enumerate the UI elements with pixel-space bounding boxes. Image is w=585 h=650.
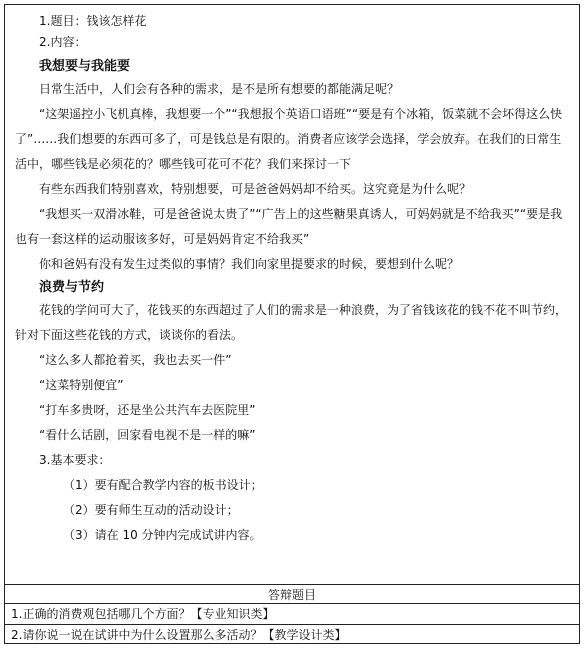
quote-line: “这菜特别便宜” [39,378,124,392]
quote-line: “这么多人都抢着买，我也去买一件” [39,353,232,367]
qa-section-title: 答辩题目 [5,584,579,604]
quote-line: “看什么话剧，回家看电视不是一样的嘛” [39,428,256,442]
section-heading-want-vs-can: 我想要与我能要 [39,59,131,74]
paragraph: 花钱的学问可大了，花钱买的东西超过了人们的需求是一种浪费，为了省钱该花的钱不花不叫节约，针对下面这些花钱的方式，谈谈你的看法。 [15,303,568,342]
document-table [4,4,580,644]
requirements-label: 3.基本要求： [39,453,111,467]
paragraph: 日常生活中，人们会有各种的需求，是不是所有想要的都能满足呢？ [39,82,400,96]
quote-line: “打车多贵呀，还是坐公共汽车去医院里” [39,403,256,417]
lesson-title: 1.题目：钱该怎样花 [39,14,147,28]
paragraph: 有些东西我们特别喜欢，特别想要，可是爸爸妈妈却不给买。这究竟是为什么呢？ [39,182,472,196]
lesson-content-cell [5,5,579,584]
requirement-item: （3）请在 10 分钟内完成试讲内容。 [63,528,262,542]
paragraph: 你和爸妈有没有发生过类似的事情？我们向家里提要求的时候，要想到什么呢？ [39,257,460,271]
paragraph: “这架遥控小飞机真棒，我想要一个”“我想报个英语口语班”“要是有个冰箱，饭菜就不会坏得这么快了”……我们想要的东西可多了，可是钱总是有限的。消费者应该学会选择，学会放弃。在我们的日常生活中，哪些钱是必须花的？哪些钱可花可不花？我们来探讨一下 [15,107,563,171]
section-heading-waste-vs-saving: 浪费与节约 [39,280,105,295]
qa-question-1: 1.正确的消费观包括哪几个方面？【专业知识类】 [5,604,579,625]
qa-question-2: 2.请你说一说在试讲中为什么设置那么多活动？【教学设计类】 [11,628,347,642]
paragraph: “我想买一双滑冰鞋，可是爸爸说太贵了”“广告上的这些糖果真诱人，可妈妈就是不给我买”“要是我也有一套这样的运动服该多好，可是妈妈肯定不给我买” [15,207,563,246]
content-label: 2.内容： [39,35,87,49]
requirement-item: （2）要有师生互动的活动设计； [63,503,239,517]
requirement-item: （1）要有配合教学内容的板书设计； [63,478,263,492]
